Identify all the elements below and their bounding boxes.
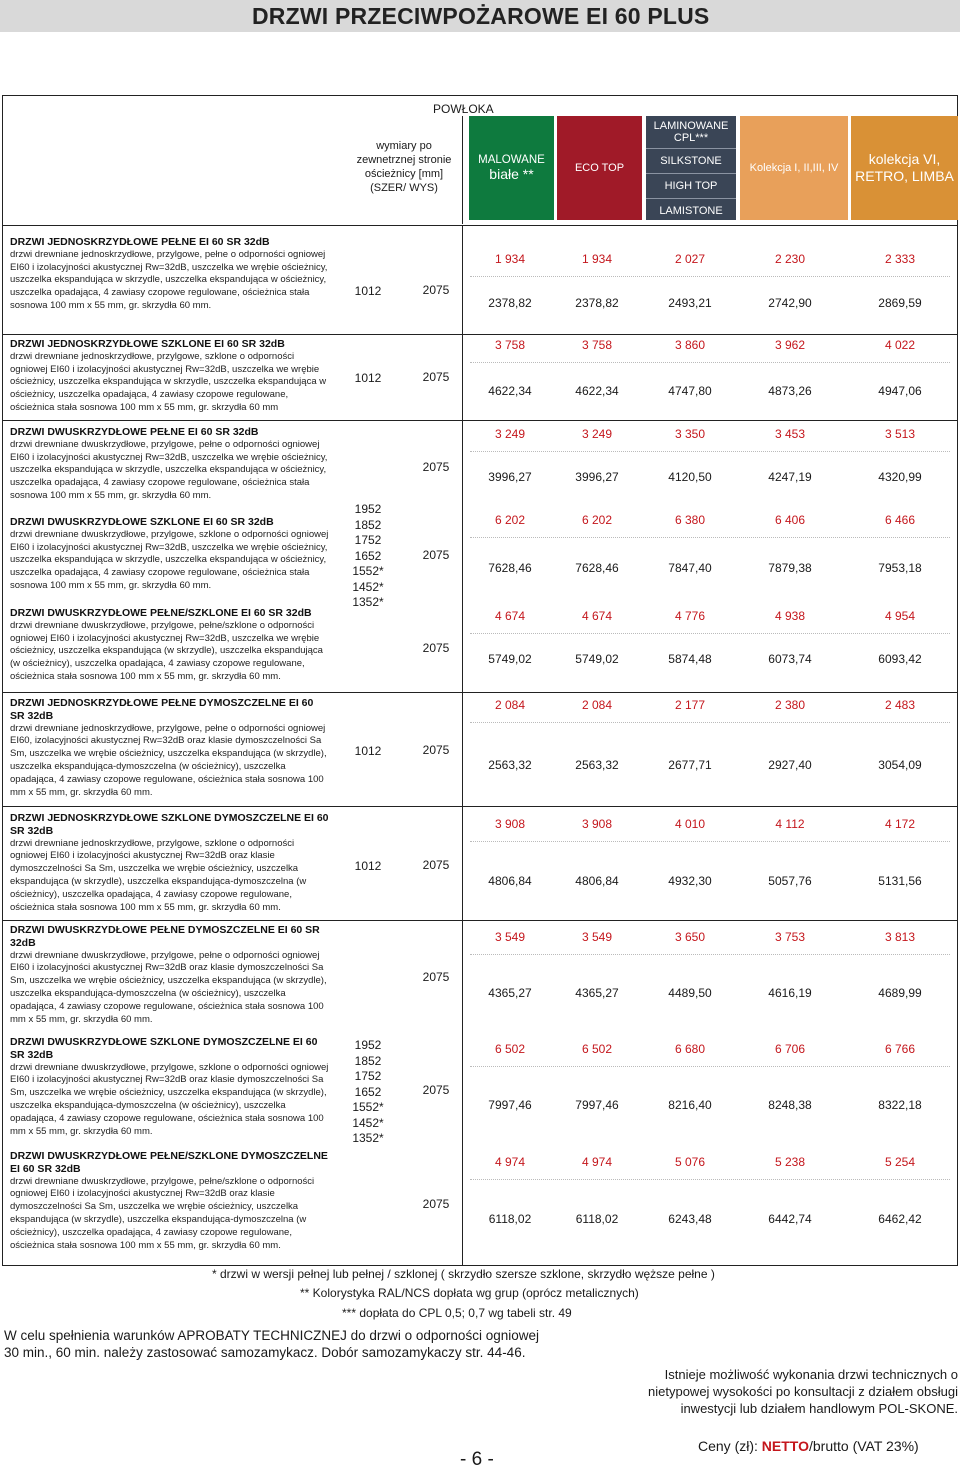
- row-height: 2075: [422, 548, 450, 562]
- price-separator: [470, 537, 950, 538]
- powloka-label: POWŁOKA: [433, 102, 494, 116]
- price-separator: [470, 722, 950, 723]
- price-brutto: 6243,48: [668, 1212, 712, 1226]
- footer-right-line-2: nietypowej wysokości po konsultacji z działem obsługi: [648, 1384, 958, 1399]
- footer-right-line-3: inwestycji lub działem handlowym POL-SKONE.: [680, 1401, 958, 1416]
- price-netto: 4 776: [674, 609, 706, 623]
- row-title: DRZWI DWUSKRZYDŁOWE SZKLONE DYMOSZCZELNE EI 60 SR 32dB: [10, 1036, 318, 1061]
- price-brutto: 6442,74: [768, 1212, 812, 1226]
- price-legend: [698, 1438, 919, 1454]
- row-divider: [2, 806, 958, 807]
- price-brutto: 4747,80: [668, 384, 712, 398]
- price-netto: 2 027: [674, 252, 706, 266]
- price-brutto: 4616,19: [768, 986, 812, 1000]
- price-netto: 3 453: [774, 427, 806, 441]
- row-divider: [2, 692, 958, 693]
- page-number: - 6 -: [460, 1449, 494, 1470]
- kolekcja-header: Kolekcja I, II,III, IV: [740, 116, 848, 220]
- malowane-label: MALOWANE: [478, 154, 545, 166]
- price-netto: 3 650: [674, 930, 706, 944]
- price-separator: [470, 451, 950, 452]
- price-brutto: 5874,48: [668, 652, 712, 666]
- price-brutto: 6462,42: [878, 1212, 922, 1226]
- price-brutto: 7997,46: [488, 1098, 532, 1112]
- price-brutto: 3996,27: [575, 470, 619, 484]
- price-netto: 2 084: [581, 698, 613, 712]
- price-separator: [470, 276, 950, 277]
- row-height: 2075: [422, 641, 450, 655]
- price-netto: 3 753: [774, 930, 806, 944]
- row-title: DRZWI JEDNOSKRZYDŁOWE SZKLONE EI 60 SR 32dB: [10, 338, 285, 350]
- price-separator: [470, 841, 950, 842]
- price-netto: 5 238: [774, 1155, 806, 1169]
- price-brutto: 7879,38: [768, 561, 812, 575]
- price-brutto: 5749,02: [488, 652, 532, 666]
- price-netto: 6 202: [494, 513, 526, 527]
- price-netto: 2 333: [884, 252, 916, 266]
- price-netto: 4 010: [674, 817, 706, 831]
- price-brutto: 2742,90: [768, 296, 812, 310]
- price-netto: 1 934: [494, 252, 526, 266]
- price-brutto: 2677,71: [668, 758, 712, 772]
- column-divider: [462, 226, 463, 1266]
- row-description: [10, 516, 330, 593]
- row-title: DRZWI JEDNOSKRZYDŁOWE PEŁNE EI 60 SR 32dB: [10, 236, 270, 248]
- header-table: [2, 95, 958, 226]
- silkstone-label: SILKSTONE: [646, 149, 736, 174]
- price-netto: 6 380: [674, 513, 706, 527]
- row-description: [10, 236, 330, 313]
- high-top-label: HIGH TOP: [646, 174, 736, 199]
- row-description: [10, 338, 330, 415]
- row-description: [10, 426, 330, 503]
- row-width-double: 1852: [354, 517, 382, 532]
- row-height: 2075: [422, 1083, 450, 1097]
- laminowane-label: LAMINOWANE CPL***: [646, 116, 736, 149]
- price-brutto: 4365,27: [488, 986, 532, 1000]
- ceny-netto: NETTO: [761, 1438, 809, 1454]
- price-netto: 3 249: [494, 427, 526, 441]
- ceny-brutto: /brutto (VAT 23%): [809, 1438, 919, 1454]
- price-netto: 2 483: [884, 698, 916, 712]
- price-brutto: 4806,84: [488, 874, 532, 888]
- price-netto: 2 084: [494, 698, 526, 712]
- price-brutto: 4947,06: [878, 384, 922, 398]
- price-netto: 4 974: [581, 1155, 613, 1169]
- price-netto: 6 502: [581, 1042, 613, 1056]
- row-width-double: 1352*: [352, 595, 384, 609]
- footer-note-left: [4, 1327, 539, 1361]
- row-title: DRZWI DWUSKRZYDŁOWE SZKLONE EI 60 SR 32dB: [10, 516, 274, 528]
- row-height: 2075: [422, 743, 450, 757]
- price-netto: 3 549: [494, 930, 526, 944]
- row-width-double: 1752: [354, 1069, 382, 1083]
- price-netto: 6 766: [884, 1042, 916, 1056]
- price-brutto: 8248,38: [768, 1098, 812, 1112]
- footer-right-line-1: Istnieje możliwość wykonania drzwi technicznych o: [664, 1367, 958, 1382]
- price-brutto: 7953,18: [878, 561, 922, 575]
- price-brutto: 4622,34: [488, 384, 532, 398]
- price-brutto: 4320,99: [878, 470, 922, 484]
- price-brutto: 7628,46: [575, 561, 619, 575]
- price-brutto: 2378,82: [575, 296, 619, 310]
- price-brutto: 4806,84: [575, 874, 619, 888]
- row-description: [10, 697, 330, 799]
- price-brutto: 2869,59: [878, 296, 922, 310]
- row-width-double: 1952: [354, 1038, 382, 1052]
- price-separator: [470, 362, 950, 363]
- footer-left-line-1: W celu spełnienia warunków APROBATY TECHNICZNEJ do drzwi o odporności ogniowej: [4, 1328, 539, 1343]
- price-brutto: 7628,46: [488, 561, 532, 575]
- row-desc-text: drzwi drewniane dwuskrzydłowe, przylgowe, szklone o odporności ogniowej EI60 i izolacyjności akustycznej Rw=32dB, uszczelka we wrębie ościeżnicy, uszczelka ekspandująca w skrzydle, uszczelka ekspandująca w ościeżnicy, uszczelka opadająca, 4 zawiasy czopowe regulowane, ościeżnica stała sosnowa 100 mm x 55 mm, gr. skrzydła 60 mm.: [10, 528, 329, 591]
- row-desc-text: drzwi drewniane dwuskrzydłowe, przylgowe, pełne/szklone o odporności ogniowej EI60 i izolacyjności akustycznej Rw=32dB oraz klasie dymoszczelności Sa Sm, uszczelka we wrębie ościeżnicy, uszczelka ekspandująca (w skrzydle), uszczelka ekspandująca-dymoszczelna (w ościeżnicy), uszczelka opadająca, 4 zawiasy czopowe regulowane, ościeżnica stała sosnowa 100 mm x 55 mm, gr. skrzydła 60 mm.: [10, 1175, 315, 1251]
- price-netto: 5 076: [674, 1155, 706, 1169]
- lamistone-label: LAMISTONE: [659, 205, 723, 217]
- price-brutto: 4873,26: [768, 384, 812, 398]
- price-brutto: 4689,99: [878, 986, 922, 1000]
- price-netto: 6 466: [884, 513, 916, 527]
- price-brutto: 3054,09: [878, 758, 922, 772]
- ceny-label: Ceny (zł):: [698, 1438, 762, 1454]
- row-width-double: 1852: [354, 1053, 382, 1068]
- row-title: DRZWI DWUSKRZYDŁOWE PEŁNE EI 60 SR 32dB: [10, 426, 259, 438]
- price-brutto: 5749,02: [575, 652, 619, 666]
- row-title: DRZWI DWUSKRZYDŁOWE PEŁNE/SZKLONE DYMOSZCZELNE EI 60 SR 32dB: [10, 1150, 328, 1175]
- row-description: [10, 924, 330, 1026]
- price-netto: 3 860: [674, 338, 706, 352]
- row-desc-text: drzwi drewniane dwuskrzydłowe, przylgowe, pełne o odporności ogniowej EI60 i izolacyjności akustycznej Rw=32dB, uszczelka we wrębie ościeżnicy, uszczelka ekspandująca w skrzydle, uszczelka ekspandująca w ościeżnicy, uszczelka opadająca, 4 zawiasy czopowe regulowane, ościeżnica stała sosnowa 100 mm x 55 mm, gr. skrzydła 60 mm.: [10, 438, 328, 501]
- price-netto: 4 112: [775, 817, 805, 831]
- price-netto: 3 962: [774, 338, 806, 352]
- row-height: 2075: [422, 858, 450, 872]
- price-netto: 4 022: [884, 338, 916, 352]
- row-width: 1012: [354, 859, 382, 873]
- row-width-double: 1652: [354, 1084, 382, 1099]
- price-netto: 4 954: [884, 609, 916, 623]
- row-width-double: 1652: [354, 548, 382, 563]
- row-width: 1012: [354, 744, 382, 758]
- footer-note-right: [596, 1366, 958, 1417]
- row-title: DRZWI DWUSKRZYDŁOWE PEŁNE/SZKLONE EI 60 SR 32dB: [10, 607, 312, 619]
- price-netto: 6 406: [774, 513, 806, 527]
- dims-label: wymiary po zewnetrznej stronie ościeżnicy [mm] (SZER/ WYS): [356, 140, 452, 194]
- row-width-double: 1952: [354, 502, 382, 516]
- note-2: ** Kolorystyka RAL/NCS dopłata wg grup (oprócz metalicznych): [300, 1286, 639, 1300]
- row-height: 2075: [422, 370, 450, 384]
- price-netto: 4 674: [494, 609, 526, 623]
- row-width-double: 1352*: [352, 1131, 384, 1145]
- price-netto: 3 758: [581, 338, 613, 352]
- price-brutto: 5057,76: [768, 874, 812, 888]
- price-brutto: 4120,50: [668, 470, 712, 484]
- price-brutto: 2563,32: [488, 758, 532, 772]
- price-netto: 2 230: [774, 252, 806, 266]
- row-title: DRZWI JEDNOSKRZYDŁOWE SZKLONE DYMOSZCZELNE EI 60 SR 32dB: [10, 812, 329, 837]
- price-brutto: 7847,40: [668, 561, 712, 575]
- price-brutto: 4622,34: [575, 384, 619, 398]
- price-separator: [470, 954, 950, 955]
- malowane-sub: białe **: [489, 166, 534, 182]
- row-height: 2075: [422, 283, 450, 297]
- price-brutto: 6073,74: [768, 652, 812, 666]
- row-desc-text: drzwi drewniane jednoskrzydłowe, przylgowe, szklone o odporności ogniowej EI60 i izolacyjności akustycznej Rw=32dB, uszczelka we wrębie ościeżnicy, uszczelka ekspandująca w skrzydle, uszczelka ekspandująca w ościeżnicy, uszczelka opadająca, 4 zawiasy czopowe regulowane, ościeżnica stała sosnowa 100 mm x 55 mm, gr. skrzydła 60 mm: [10, 350, 327, 413]
- price-netto: 6 502: [494, 1042, 526, 1056]
- row-description: [10, 1150, 330, 1252]
- row-width-double: 1752: [354, 533, 382, 547]
- price-brutto: 8322,18: [878, 1098, 922, 1112]
- price-netto: 3 908: [494, 817, 526, 831]
- row-divider: [2, 334, 958, 335]
- row-title: DRZWI DWUSKRZYDŁOWE PEŁNE DYMOSZCZELNE EI 60 SR 32dB: [10, 924, 320, 949]
- price-brutto: 7997,46: [575, 1098, 619, 1112]
- price-brutto: 2927,40: [768, 758, 812, 772]
- price-netto: 3 549: [581, 930, 613, 944]
- price-netto: 3 513: [884, 427, 916, 441]
- row-height: 2075: [422, 970, 450, 984]
- price-brutto: 4932,30: [668, 874, 712, 888]
- title-bar: [0, 0, 960, 32]
- price-brutto: 6118,02: [575, 1212, 619, 1226]
- price-netto: 6 706: [774, 1042, 806, 1056]
- row-desc-text: drzwi drewniane jednoskrzydłowe, przylgowe, szklone o odporności ogniowej EI60 i izolacyjności akustycznej Rw=32dB oraz klasie dymoszczelności Sa Sm, uszczelka we wrębie ościeżnicy, uszczelka ekspandująca (w skrzydle), uszczelka ekspandująca-dymoszczelna (w ościeżnicy), uszczelka opadająca, 4 zawiasy czopowe regulowane, ościeżnica stała sosnowa 100 mm x 55 mm, gr. skrzydła 60 mm.: [10, 837, 307, 913]
- price-separator: [470, 1066, 950, 1067]
- price-brutto: 6118,02: [488, 1212, 532, 1226]
- price-netto: 3 908: [581, 817, 613, 831]
- row-description: [10, 607, 330, 684]
- row-width: 1012: [354, 371, 382, 385]
- price-brutto: 2563,32: [575, 758, 619, 772]
- price-brutto: 5131,56: [878, 874, 922, 888]
- price-netto: 3 249: [581, 427, 613, 441]
- row-width-double: 1552*: [352, 1100, 384, 1114]
- row-desc-text: drzwi drewniane dwuskrzydłowe, przylgowe, pełne/szklone o odporności ogniowej EI60 i izolacyjności akustycznej Rw=32dB, uszczelka we wrębie ościeżnicy, uszczelka ekspandująca (w skrzydle), uszczelka ekspandująca (w ościeżnicy), uszczelka opadająca, 4 zawiasy czopowe regulowane, ościeżnica stała sosnowa 100 mm x 55 mm, gr. skrzydła 60 mm.: [10, 619, 323, 682]
- dims-header: [3, 116, 463, 224]
- row-height: 2075: [422, 1197, 450, 1211]
- price-netto: 3 813: [884, 930, 916, 944]
- price-netto: 4 674: [581, 609, 613, 623]
- note-1: * drzwi w wersji pełnej lub pełnej / szklonej ( skrzydło szersze szklone, skrzydło węższe pełne ): [212, 1267, 715, 1281]
- price-netto: 5 254: [884, 1155, 916, 1169]
- price-brutto: 6093,42: [878, 652, 922, 666]
- price-brutto: 2378,82: [488, 296, 532, 310]
- price-netto: 3 350: [674, 427, 706, 441]
- footer-left-line-2: 30 min., 60 min. należy zastosować samozamykacz. Dobór samozamykaczy str. 44-46.: [4, 1345, 526, 1360]
- row-desc-text: drzwi drewniane jednoskrzydłowe, przylgowe, pełne o odporności ogniowej EI60 i izolacyjności akustycznej Rw=32dB, uszczelka we wrębie ościeżnicy, uszczelka ekspandująca w skrzydle, uszczelka ekspandująca w ościeżnicy, uszczelka opadająca, 4 zawiasy czopowe regulowane, ościeżnica stała sosnowa 100 mm x 55 mm, gr. skrzydła 60 mm.: [10, 248, 328, 311]
- price-netto: 4 172: [884, 817, 916, 831]
- row-description: [10, 1036, 330, 1138]
- price-brutto: 4365,27: [575, 986, 619, 1000]
- row-description: [10, 812, 330, 914]
- row-width-double: 1452*: [352, 1115, 384, 1130]
- row-title: DRZWI JEDNOSKRZYDŁOWE PEŁNE DYMOSZCZELNE EI 60 SR 32dB: [10, 697, 314, 722]
- price-netto: 4 938: [774, 609, 806, 623]
- price-brutto: 4247,19: [768, 470, 812, 484]
- price-netto: 1 934: [581, 252, 613, 266]
- price-brutto: 3996,27: [488, 470, 532, 484]
- kolekcja-vi-header: kolekcja VI, RETRO, LIMBA: [851, 116, 958, 220]
- price-separator: [470, 1179, 950, 1180]
- price-netto: 2 380: [774, 698, 806, 712]
- malowane-header: [469, 116, 554, 220]
- note-3: *** dopłata do CPL 0,5; 0,7 wg tabeli str. 49: [342, 1306, 572, 1320]
- price-netto: 6 202: [581, 513, 613, 527]
- price-brutto: 4489,50: [668, 986, 712, 1000]
- row-desc-text: drzwi drewniane dwuskrzydłowe, przylgowe, pełne o odporności ogniowej EI60 i izolacyjności akustycznej Rw=32dB oraz klasie dymoszczelności Sa Sm, uszczelka we wrębie ościeżnicy, uszczelka ekspandująca (w skrzydle), uszczelka ekspandująca-dymoszczelna (w ościeżnicy), uszczelka opadająca, 4 zawiasy czopowe regulowane, ościeżnica stała sosnowa 100 mm x 55 mm, gr. skrzydła 60 mm.: [10, 949, 327, 1025]
- row-width-double: 1452*: [352, 579, 384, 594]
- price-brutto: 8216,40: [668, 1098, 712, 1112]
- row-width: 1012: [354, 284, 382, 298]
- price-netto: 3 758: [494, 338, 526, 352]
- price-separator: [470, 633, 950, 634]
- row-divider: [2, 920, 958, 921]
- row-height: 2075: [422, 460, 450, 474]
- row-width-double: 1552*: [352, 564, 384, 578]
- price-brutto: 2493,21: [668, 296, 712, 310]
- row-desc-text: drzwi drewniane jednoskrzydłowe, przylgowe, pełne o odporności ogniowej EI60, izolacyjności akustycznej Rw=32dB oraz klasie dymoszczelności Sa Sm, uszczelka we wrębie ościeżnicy, uszczelka ekspandująca (w skrzydle), uszczelka ekspandująca-dymoszczelna (w ościeżnicy), uszczelka opadająca, 4 zawiasy czopowe regulowane, ościeżnica stała sosnowa 100 mm x 55 mm, gr. skrzydła 60 mm.: [10, 722, 327, 798]
- page-title: DRZWI PRZECIWPOŻAROWE EI 60 PLUS: [252, 3, 710, 29]
- price-netto: 4 974: [494, 1155, 526, 1169]
- row-divider: [2, 420, 958, 421]
- eco-top-header: ECO TOP: [557, 116, 642, 220]
- row-desc-text: drzwi drewniane dwuskrzydłowe, przylgowe, szklone o odporności ogniowej EI60 i izolacyjności akustycznej Rw=32dB oraz klasie dymoszczelności Sa Sm, uszczelka we wrębie ościeżnicy, uszczelka ekspandująca (w skrzydle), uszczelka ekspandująca-dymoszczelna (w ościeżnicy), uszczelka opadająca, 4 zawiasy czopowe regulowane, ościeżnica stała sosnowa 100 mm x 55 mm, gr. skrzydła 60 mm.: [10, 1061, 329, 1137]
- price-netto: 2 177: [674, 698, 706, 712]
- price-netto: 6 680: [674, 1042, 706, 1056]
